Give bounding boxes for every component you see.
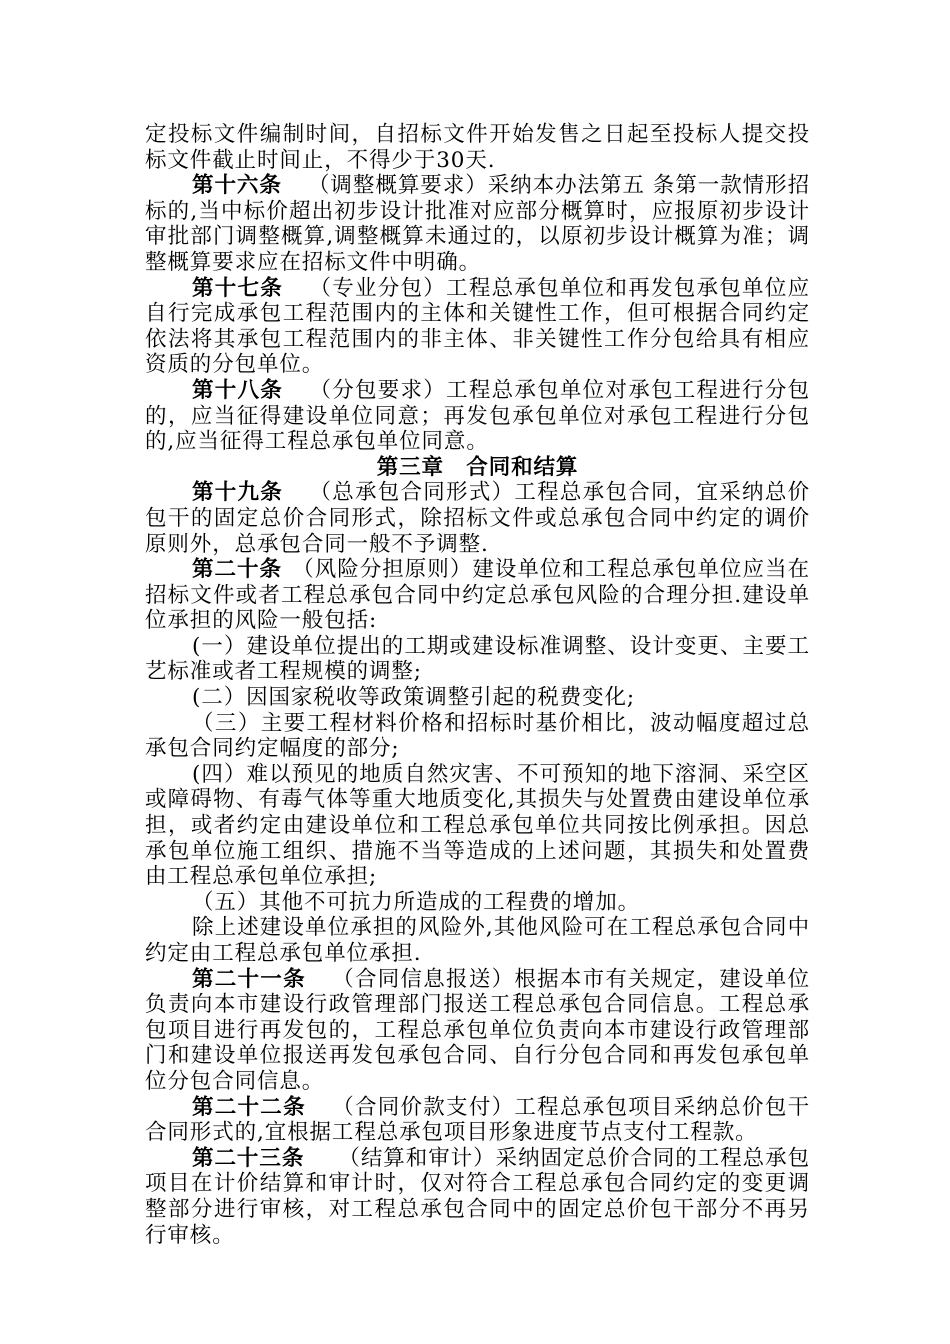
list-item-text: （五）其他不可抗力所造成的工程费的增加。: [192, 889, 641, 915]
list-item-4: [145, 762, 810, 890]
document-body: [145, 122, 810, 1248]
list-item-text: (一）建设单位提出的工期或建设标准调整、设计变更、主要工艺标准或者工程规模的调整;: [145, 633, 810, 685]
article-number: 第二十二条: [192, 1094, 306, 1120]
list-item-text: (四）难以预见的地质自然灾害、不可预知的地下溶洞、采空区或障碍物、有毒气体等重大地质变化,其损失与处置费由建设单位承担，或者约定由建设单位和工程总承包单位共同按比例承担。因总承包单位施工组织、措施不当等造成的上述问题，其损失和处置费由工程总承包单位承担;: [145, 761, 810, 890]
paragraph-other-risks: [145, 915, 810, 966]
article-topic: （风险分担原则）: [292, 557, 473, 583]
article-text: 工程总承包合同，宜采纳总价包干的固定总价合同形式，除招标文件或总承包合同中约定的调价原则外，总承包合同一般不予调整.: [145, 480, 810, 557]
article-topic: （专业分包）: [309, 275, 447, 301]
article-20: [145, 557, 810, 634]
list-item-2: [145, 685, 810, 711]
article-topic: （调整概算要求）: [307, 173, 488, 199]
article-text: 工程总承包项目采纳总价包干合同形式的,宜根据工程总承包项目形象进度节点支付工程款。: [145, 1094, 810, 1146]
list-item-3: [145, 711, 810, 762]
article-text: 工程总承包单位和再发包承包单位应自行完成承包工程范围内的主体和关键性工作，但可根据合同约定依法将其承包工程范围内的非主体、非关键性工作分包给具有相应资质的分包单位。: [145, 275, 810, 378]
article-topic: （结算和审计）: [338, 1145, 496, 1171]
article-text: 工程总承包单位对承包工程进行分包的，应当征得建设单位同意；再发包承包单位对承包工程进行分包的,应当征得工程总承包单位同意。: [145, 377, 810, 455]
article-text: 采纳固定总价合同的工程总承包项目在计价结算和审计时，仅对符合工程总承包合同约定的变更调整部分进行审核，对工程总承包合同中的固定总价包干部分不再另行审核。: [145, 1145, 810, 1248]
article-17: [145, 276, 810, 378]
article-number: 第二十条: [192, 557, 283, 583]
article-topic: （总承包合同形式）: [309, 480, 515, 506]
article-number: 第二十一条: [192, 966, 306, 992]
article-21: [145, 967, 810, 1095]
article-number: 第十六条: [192, 173, 282, 199]
paragraph-text: 除上述建设单位承担的风险外,其他风险可在工程总承包合同中约定由工程总承包单位承担.: [145, 915, 810, 966]
article-number: 第十九条: [192, 480, 284, 506]
list-item-1: [145, 634, 810, 685]
article-16: [145, 173, 810, 275]
article-text: 建设单位和工程总承包单位应当在招标文件或者工程总承包合同中约定总承包风险的合理分担.建设单位承担的风险一般包括:: [145, 557, 810, 634]
article-topic: （分包要求）: [309, 377, 447, 403]
article-topic: （合同价款支付）: [331, 1094, 515, 1120]
article-18: [145, 378, 810, 455]
article-number: 第二十三条: [192, 1145, 305, 1171]
paragraph-text: 定投标文件编制时间，自招标文件开始发售之日起至投标人提交投标文件截止时间止，不得少于30天.: [145, 122, 810, 173]
list-item-5: [145, 890, 810, 916]
article-23: [145, 1146, 810, 1248]
article-number: 第十七条: [192, 275, 284, 301]
paragraph-continuation: [145, 122, 810, 173]
article-topic: （合同信息报送）: [331, 966, 515, 992]
list-item-text: （三）主要工程材料价格和招标时基价相比，波动幅度超过总承包合同约定幅度的部分;: [145, 710, 810, 762]
list-item-text: (二）因国家税收等政策调整引起的税费变化;: [192, 685, 636, 711]
article-text: 根据本市有关规定，建设单位负责向本市建设行政管理部门报送工程总承包合同信息。工程总承包项目进行再发包的，工程总承包单位负责向本市建设行政管理部门和建设单位报送再发包承包合同、自行分包合同和再发包承包单位分包合同信息。: [145, 966, 810, 1094]
article-number: 第十八条: [192, 377, 284, 403]
article-22: [145, 1095, 810, 1146]
chapter-heading: 第三章 合同和结算: [376, 454, 579, 480]
article-19: [145, 480, 810, 557]
article-text: 采纳本办法第五 条第一款情形招标的,当中标价超出初步设计批准对应部分概算时，应报原初步设计审批部门调整概算,调整概算未通过的，以原初步设计概算为准；调整概算要求应在招标文件中明确。: [145, 173, 810, 275]
